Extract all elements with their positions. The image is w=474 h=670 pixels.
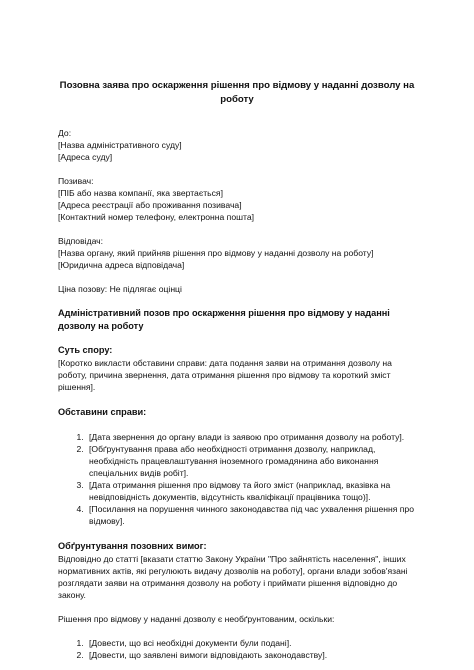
essence-heading: Суть спору: [58,345,113,355]
essence-text: [Коротко викласти обставини справи: дата подання заяви на отримання дозволу на роботу, причина звернення, дата отримання рішення про відмову та короткий зміст рішення]. [58,358,392,392]
grounds-text: Відповідно до статті [вказати статтю Закону України "Про зайнятість населення", інших нормативних актів, які регулюють видачу дозволів на роботу], органи влади зобов'язані розглядати заяви на отримання дозволу на роботу і приймати рішення відповідно до закону. [58,554,408,600]
to-label: До: [58,128,72,138]
plaintiff-block [58,175,416,223]
circumstances-list [58,431,416,527]
plaintiff-address: [Адреса реєстрації або проживання позивача] [58,200,242,210]
claim-heading: Адміністративний позов про оскарження рішення про відмову у наданні дозволу на роботу [58,308,390,331]
grounds-heading: Обґрунтування позовних вимог: [58,541,207,551]
list-item: 1. [Довести, що всі необхідні документи були подані]. [86,637,416,649]
document-title: Позовна заява про оскарження рішення про відмову у наданні дозволу на роботу [59,80,415,105]
court-name: [Назва адміністративного суду] [58,140,182,150]
defendant-block [58,235,416,271]
addressee-block [58,127,416,163]
plaintiff-label: Позивач: [58,176,94,186]
list-item: 2. [Довести, що заявлені вимоги відповідають законодавству]. [86,649,416,661]
reasons-list [58,637,416,661]
plaintiff-contacts: [Контактний номер телефону, електронна пошта] [58,212,255,222]
list-item: 1. [Дата звернення до органу влади із заявою про отримання дозволу на роботу]. [86,431,416,443]
list-item: 4. [Посилання на порушення чинного законодавства під час ухвалення рішення про відмову]. [86,503,416,527]
claim-price: Ціна позову: Не підлягає оцінці [58,284,182,294]
circumstances-heading: Обставини справи: [58,407,147,417]
defendant-label: Відповідач: [58,236,104,246]
list-item: 2. [Обґрунтування права або необхідності отримання дозволу, наприклад, необхідність працевлаштування іноземного громадянина або виконання спеціальних видів робіт]. [86,443,416,479]
defendant-address: [Юридична адреса відповідача] [58,260,185,270]
court-address: [Адреса суду] [58,152,113,162]
defendant-name: [Назва органу, який прийняв рішення про відмову у наданні дозволу на роботу] [58,248,374,258]
list-item: 3. [Дата отримання рішення про відмову та його зміст (наприклад, вказівка на невідповідність документів, відсутність кваліфікації працівника тощо)]. [86,479,416,503]
plaintiff-name: [ПІБ або назва компанії, яка звертається] [58,188,223,198]
unfounded-text: Рішення про відмову у наданні дозволу є необґрунтованим, оскільки: [58,614,335,624]
